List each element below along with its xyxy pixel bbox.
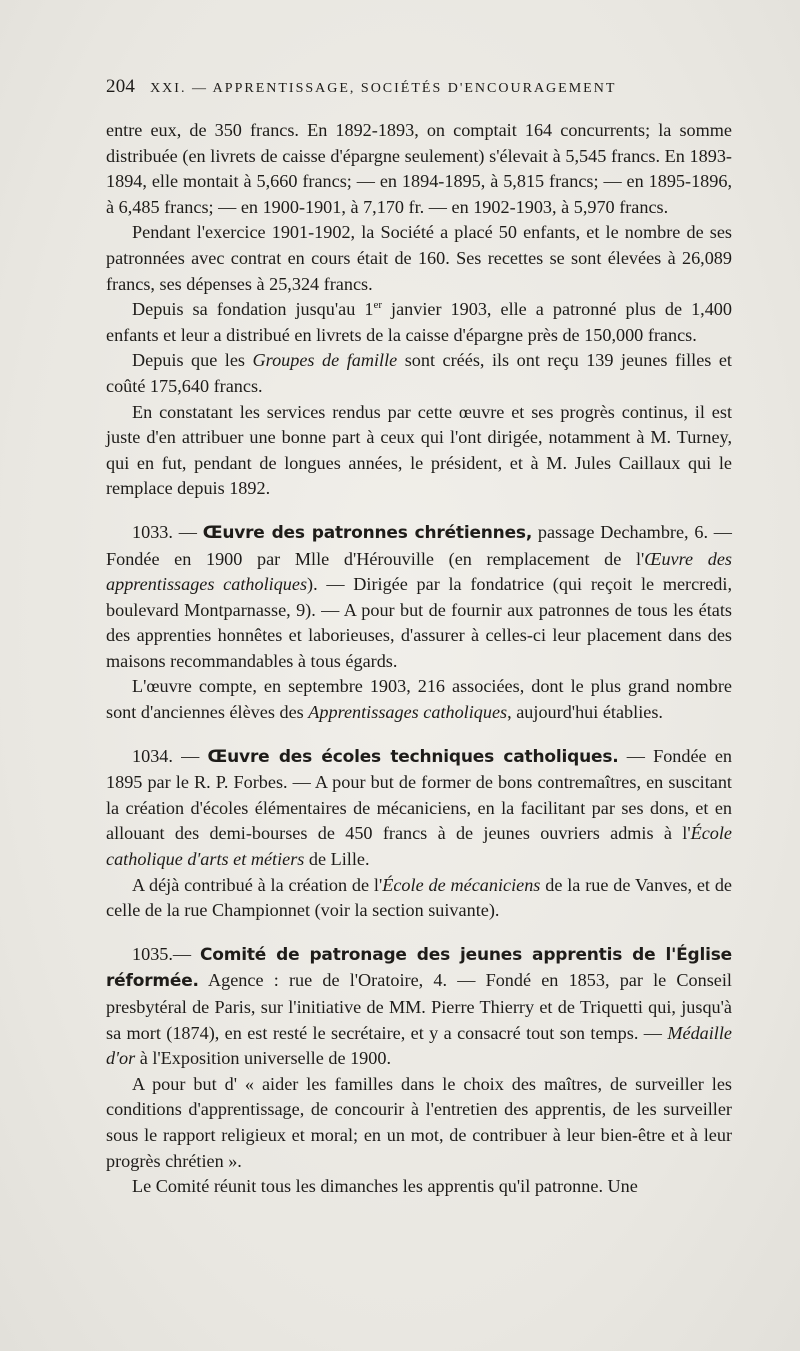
- paragraph-1033-compte: [106, 674, 732, 725]
- text-run: , aujourd'hui établies.: [507, 702, 663, 723]
- section-number: 1034. —: [132, 745, 208, 766]
- paragraph-fondation: [106, 297, 732, 348]
- text-run: de Lille.: [304, 849, 370, 870]
- section-number: 1035.—: [132, 943, 200, 964]
- text-run: L'œuvre compte, en septembre 1903, 216 associées, dont le plus grand nombre sont d'anciennes élèves des: [106, 676, 732, 723]
- italic-run: Œuvre des apprentissages catholiques: [106, 548, 732, 595]
- paragraph-1034-contribue: [106, 873, 732, 924]
- text-run: sont créés, ils ont reçu 139 jeunes filles et coûté 175,640 francs.: [106, 350, 732, 396]
- paragraph-groupes: [106, 348, 732, 399]
- page-number: 204: [106, 76, 136, 97]
- paragraph-services: En constatant les services rendus par cette œuvre et ses progrès continus, il est juste d'en attribuer une bonne part à ceux qui l'ont dirigée, notamment à M. Turney, qui en fut, pendant de longues années, le président, et à M. Jules Caillaux qui le remplace depuis 1892.: [106, 401, 732, 499]
- text-run: A déjà contribué à la création de l': [132, 874, 383, 895]
- paragraph-1035-but: A pour but d' « aider les familles dans le choix des maîtres, de surveiller les conditions d'apprentissage, de concourir à l'entretien des apprentis, de les surveiller sous le rapport religieux et moral; en un mot, de contribuer à leur bien-être et à leur progrès chrétien ».: [106, 1073, 732, 1171]
- text-run: Agence : rue de l'Oratoire, 4. — Fondé en 1853, par le Conseil presbytéral de Paris, sur l'initiative de MM. Pierre Thierry et de Triquetti qui, jusqu'à sa mort (1874), en est resté le secrétaire, et y a consacré tout son temps. —: [106, 970, 732, 1043]
- text-run: à l'Exposition universelle de 1900.: [135, 1048, 391, 1069]
- section-number: 1033. —: [132, 521, 203, 542]
- paragraph-1035-comite: Le Comité réunit tous les dimanches les apprentis qu'il patronne. Une: [132, 1176, 638, 1197]
- italic-run: École catholique d'arts et métiers: [106, 823, 732, 870]
- text-run: de la rue de Vanves, et de celle de la rue Championnet (voir la section suivante).: [106, 874, 732, 921]
- paragraph-continued: entre eux, de 350 francs. En 1892-1893, on comptait 164 concurrents; la somme distribuée (en livrets de caisse d'épargne seulement) s'élevait à 5,545 francs. En 1893-1894, elle montait à 5,660 francs; — en 1894-1895, à 5,815 francs; — en 1895-1896, à 6,485 francs; — en 1900-1901, à 7,170 fr. — en 1902-1903, à 5,970 francs.: [106, 120, 732, 217]
- section-title: Œuvre des écoles techniques catholiques.: [207, 746, 619, 767]
- italic-run: Médaille d'or: [106, 1022, 732, 1069]
- text-run: ). — Dirigée par la fondatrice (qui reçoit le mercredi, boulevard Montparnasse, 9). — A pour but de fournir aux patronnes de tous les états des apprenties honnêtes et laborieuses, d'assurer à celles-ci leur placement dans des maisons recommandables à tous égards.: [106, 574, 732, 671]
- paragraph-exercice: Pendant l'exercice 1901-1902, la Société a placé 50 enfants, et le nombre de ses patronnées avec contrat en cours était de 160. Ses recettes se sont élevées à 26,089 francs, ses dépenses à 25,324 francs.: [106, 222, 732, 294]
- section-1033: [106, 520, 732, 675]
- page-body: [106, 118, 732, 1200]
- text-run: — Fondée en 1895 par le R. P. Forbes. — A pour but de former de bons contremaîtres, en suscitant la création d'écoles élémentaires de mécaniciens, en la facilitant par ses dons, et en allouant des demi-bourses de 450 francs à de jeunes ouvriers admis à l': [106, 745, 732, 844]
- italic-run: Groupes de famille: [252, 350, 398, 371]
- text-run: janvier 1903, elle a patronné plus de 1,400 enfants et leur a distribué en livrets de la caisse d'épargne près de 150,000 francs.: [106, 299, 732, 345]
- text-run: passage Dechambre, 6. — Fondée en 1900 par Mlle d'Hérouville (en remplacement de l': [106, 521, 732, 569]
- section-title: Œuvre des patronnes chrétiennes,: [202, 522, 533, 543]
- text-run: Depuis sa fondation jusqu'au 1: [132, 299, 374, 320]
- running-header: [106, 76, 696, 98]
- section-1035: [106, 942, 732, 1072]
- section-1034: [106, 744, 732, 873]
- text-run: Depuis que les: [132, 350, 253, 371]
- running-title: XXI. — APPRENTISSAGE, SOCIÉTÉS D'ENCOURAGEMENT: [150, 81, 617, 96]
- section-title: Comité de patronage des jeunes apprentis de l'Église réformée.: [106, 944, 732, 992]
- italic-run: Apprentissages catholiques: [308, 702, 508, 723]
- superscript: er: [373, 299, 382, 312]
- italic-run: École de mécaniciens: [382, 874, 541, 895]
